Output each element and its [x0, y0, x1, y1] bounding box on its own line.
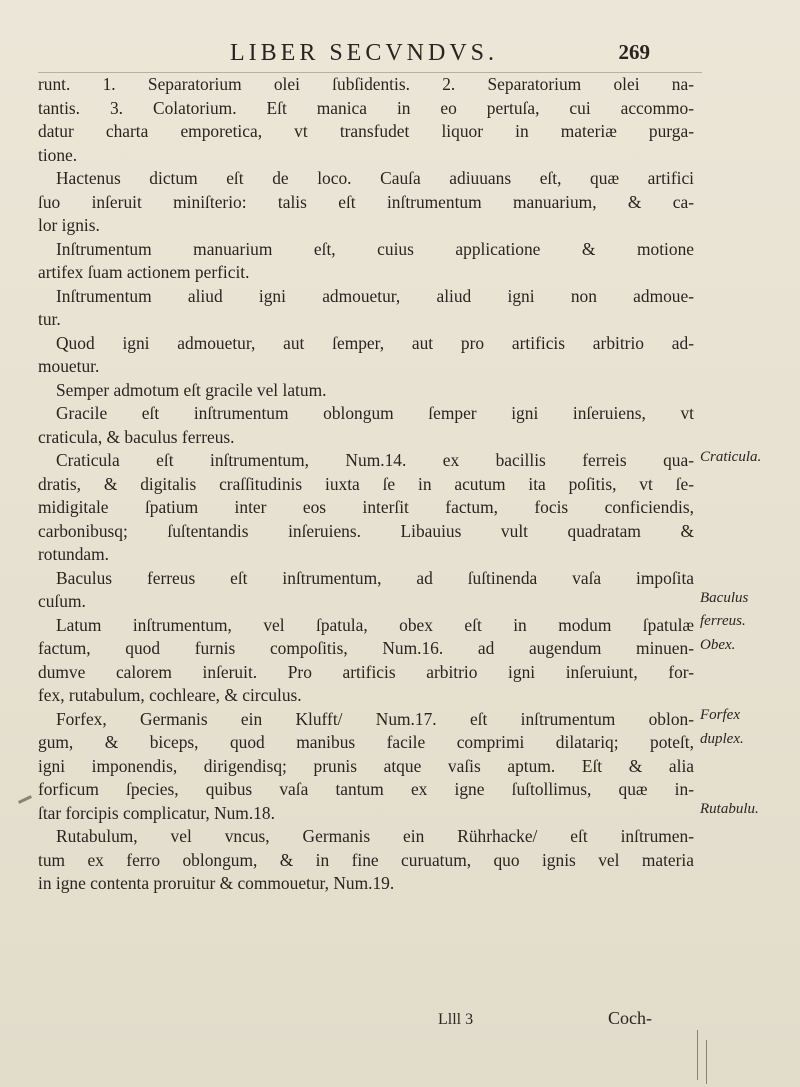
edge-mark — [18, 795, 32, 804]
text-line: dumve calorem inſeruit. Pro artificis arbitrio igni inſeruiunt, for- — [38, 661, 694, 682]
text-line: artifex ſuam actionem perficit. — [38, 262, 250, 282]
text-line: forficum ſpecies, quibus vaſa tantum ex igne ſuſtollimus, quæ in- — [38, 779, 694, 799]
text-line: tantis. 3. Colatorium. Eſt manica in eo pertuſa, cui accommo- — [38, 97, 694, 118]
text-line: cuſum. — [38, 591, 86, 611]
page-number: 269 — [618, 40, 650, 64]
text-line: tur. — [38, 309, 61, 329]
text-line: rotundam. — [38, 544, 109, 564]
signature-mark: Llll 3 — [438, 1011, 474, 1028]
text-line: Gracile eſt inſtrumentum oblongum ſemper igni inſeruiens, vt — [56, 403, 694, 423]
margin-note: Baculus — [700, 590, 749, 606]
text-line: ſtar forcipis complicatur, Num.18. — [38, 802, 275, 823]
page-header — [230, 40, 650, 70]
text-line: Inſtrumentum manuarium eſt, cuius applicatione & motione — [56, 238, 694, 259]
text-line: lor ignis. — [38, 215, 100, 235]
text-line: runt. 1. Separatorium olei ſubſidentis. 2. Separatorium olei na- — [38, 74, 694, 94]
text-line: datur charta emporetica, vt transfudet liquor in materiæ purga- — [38, 121, 694, 141]
text-line: Latum inſtrumentum, vel ſpatula, obex eſt in modum ſpatulæ — [56, 614, 694, 635]
text-line: in igne contenta proruitur & commouetur, Num.19. — [38, 873, 395, 893]
catchword: Coch- — [608, 1008, 652, 1028]
main-text-column — [38, 73, 694, 896]
text-line: midigitale ſpatium inter eos interſit factum, focis conficiendis, — [38, 497, 694, 517]
text-line: mouetur. — [38, 356, 100, 376]
margin-note: Obex. — [700, 637, 736, 653]
text-line: Quod igni admouetur, aut ſemper, aut pro artificis arbitrio ad- — [56, 332, 694, 353]
text-line: Forfex, Germanis ein Klufft/ Num.17. eſt inſtrumentum oblon- — [56, 708, 694, 729]
text-line: craticula, & baculus ferreus. — [38, 426, 235, 447]
edge-mark — [697, 1030, 698, 1080]
text-line: tum ex ferro oblongum, & in fine curuatum, quo ignis vel materia — [38, 849, 694, 870]
margin-note: Rutabulu. — [700, 801, 759, 817]
running-head: LIBER SECVNDVS. — [230, 40, 499, 66]
margin-note: duplex. — [700, 731, 744, 747]
text-line: factum, quod furnis compoſitis, Num.16. ad augendum minuen- — [38, 638, 694, 658]
text-line: Inſtrumentum aliud igni admouetur, aliud igni non admoue- — [56, 285, 694, 306]
text-line: igni imponendis, dirigendisq; prunis atque vaſis aptum. Eſt & alia — [38, 755, 694, 776]
text-line: fex, rutabulum, cochleare, & circulus. — [38, 685, 302, 705]
text-line: tione. — [38, 144, 78, 165]
text-line: Semper admotum eſt gracile vel latum. — [56, 379, 327, 400]
text-line: carbonibusq; ſuſtentandis inſeruiens. Libauius vult quadratam & — [38, 520, 694, 541]
text-line: Hactenus dictum eſt de loco. Cauſa adiuuans eſt, quæ artifici — [56, 168, 694, 188]
text-line: Rutabulum, vel vncus, Germanis ein Rührhacke/ eſt inſtrumen- — [56, 826, 694, 846]
margin-note: ferreus. — [700, 613, 746, 629]
text-line: Baculus ferreus eſt inſtrumentum, ad ſuſtinenda vaſa impoſita — [56, 567, 694, 588]
text-line: ſuo inſeruit miniſterio: talis eſt inſtrumentum manuarium, & ca- — [38, 191, 694, 212]
edge-mark — [706, 1040, 707, 1084]
text-line: dratis, & digitalis craſſitudinis iuxta ſe in acutum ita poſitis, vt ſe- — [38, 473, 694, 494]
text-line: gum, & biceps, quod manibus facile comprimi dilatariq; poteſt, — [38, 732, 694, 752]
margin-note: Forfex — [700, 707, 740, 723]
margin-note: Craticula. — [700, 449, 762, 465]
text-line: Craticula eſt inſtrumentum, Num.14. ex bacillis ferreis qua- — [56, 450, 694, 470]
